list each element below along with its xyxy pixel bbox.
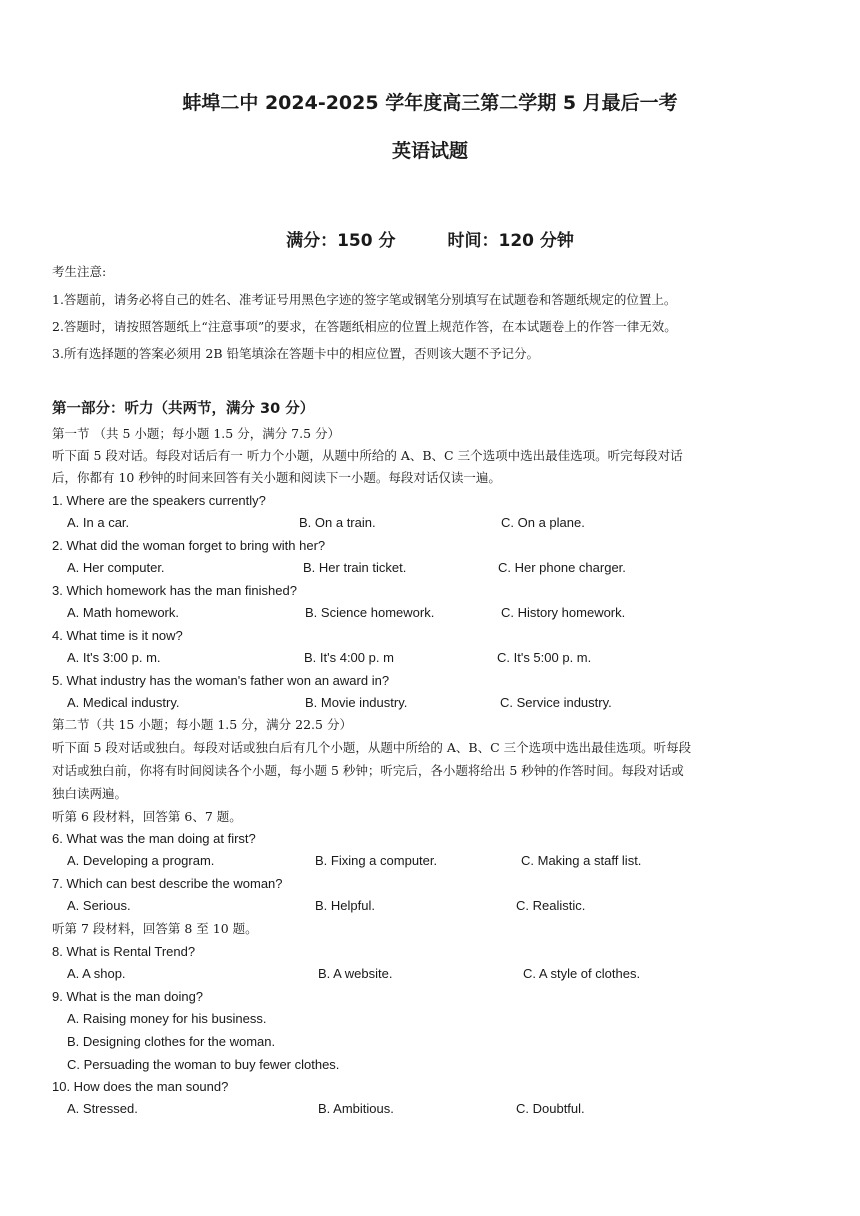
notice-item: 2.答题时，请按照答题纸上“注意事项”的要求，在答题纸相应的位置上规范作答，在本试题卷上的作答一律无效。 [52, 319, 677, 334]
option-b: B. Her train ticket. [303, 560, 407, 575]
material-note: 听第 7 段材料，回答第 8 至 10 题。 [52, 921, 258, 936]
option-a: A. Serious. [67, 898, 131, 913]
option-a: A. Medical industry. [67, 695, 180, 710]
option-c: C. A style of clothes. [523, 966, 641, 981]
notice-item: 1.答题前，请务必将自己的姓名、准考证号用黑色字迹的签字笔或钢笔分别填写在试题卷和答题纸规定的位置上。 [52, 292, 677, 307]
option-a: A. Raising money for his business. [67, 1011, 267, 1026]
notice-heading: 考生注意: [52, 264, 107, 279]
option-c: C. Making a staff list. [521, 853, 642, 868]
question-stem: 4. What time is it now? [52, 628, 183, 643]
option-c: C. Persuading the woman to buy fewer clothes. [67, 1057, 340, 1072]
option-b: B. Designing clothes for the woman. [67, 1034, 276, 1049]
question-stem: 3. Which homework has the man finished? [52, 583, 297, 598]
question-stem: 8. What is Rental Trend? [52, 944, 196, 959]
section-instructions: 对话或独白前，你将有时间阅读各个小题，每小题 5 秒钟；听完后，各小题将给出 5 秒钟的作答时间。每段对话或 [52, 763, 684, 778]
option-b: B. A website. [318, 966, 393, 981]
section-instructions: 听下面 5 段对话或独白。每段对话或独白后有几个小题，从题中所给的 A、B、C 三个选项中选出最佳选项。听每段 [52, 740, 692, 755]
material-note: 听第 6 段材料，回答第 6、7 题。 [52, 809, 242, 824]
option-b: B. It's 4:00 p. m [304, 650, 394, 665]
option-a: A. Developing a program. [67, 853, 215, 868]
option-c: C. On a plane. [501, 515, 585, 530]
section-instructions: 听下面 5 段对话。每段对话后有一 听力个小题，从题中所给的 A、B、C 三个选项中选出最佳选项。听完每段对话 [52, 448, 683, 463]
section-heading: 第一节 （共 5 小题；每小题 1.5 分，满分 7.5 分） [52, 426, 341, 441]
option-c: C. Realistic. [516, 898, 586, 913]
question-stem: 5. What industry has the woman's father won an award in? [52, 673, 390, 688]
question-stem: 2. What did the woman forget to bring with her? [52, 538, 326, 553]
option-a: A. Stressed. [67, 1101, 138, 1116]
question-stem: 10. How does the man sound? [52, 1079, 229, 1094]
option-b: B. On a train. [299, 515, 376, 530]
part-title: 第一部分：听力（共两节，满分 30 分） [52, 401, 315, 417]
section-heading: 第二节（共 15 小题；每小题 1.5 分，满分 22.5 分） [52, 717, 352, 732]
option-b: B. Movie industry. [305, 695, 408, 710]
option-c: C. Her phone charger. [498, 560, 626, 575]
option-a: A. A shop. [67, 966, 126, 981]
option-a: A. Her computer. [67, 560, 165, 575]
question-stem: 7. Which can best describe the woman? [52, 876, 283, 891]
question-stem: 6. What was the man doing at first? [52, 831, 256, 846]
option-c: C. Doubtful. [516, 1101, 585, 1116]
option-a: A. In a car. [67, 515, 130, 530]
question-stem: 1. Where are the speakers currently? [52, 493, 266, 508]
question-stem: 9. What is the man doing? [52, 989, 204, 1004]
option-b: B. Science homework. [305, 605, 435, 620]
full-score: 满分：150 分 [286, 231, 396, 251]
score-time-line [0, 226, 860, 251]
option-c: C. Service industry. [500, 695, 612, 710]
exam-time: 时间：120 分钟 [447, 231, 574, 251]
exam-title: 蚌埠二中 2024-2025 学年度高三第二学期 5 月最后一考 [182, 92, 678, 114]
option-b: B. Helpful. [315, 898, 375, 913]
option-a: A. Math homework. [67, 605, 179, 620]
notice-item: 3.所有选择题的答案必须用 2B 铅笔填涂在答题卡中的相应位置，否则该大题不予记分。 [52, 346, 540, 361]
option-c: C. It's 5:00 p. m. [497, 650, 592, 665]
option-a: A. It's 3:00 p. m. [67, 650, 161, 665]
section-instructions: 独白读两遍。 [52, 786, 128, 801]
option-c: C. History homework. [501, 605, 626, 620]
option-b: B. Ambitious. [318, 1101, 394, 1116]
exam-subtitle: 英语试题 [391, 140, 468, 162]
option-b: B. Fixing a computer. [315, 853, 438, 868]
section-instructions: 后，你都有 10 秒钟的时间来回答有关小题和阅读下一小题。每段对话仅读一遍。 [52, 470, 501, 485]
